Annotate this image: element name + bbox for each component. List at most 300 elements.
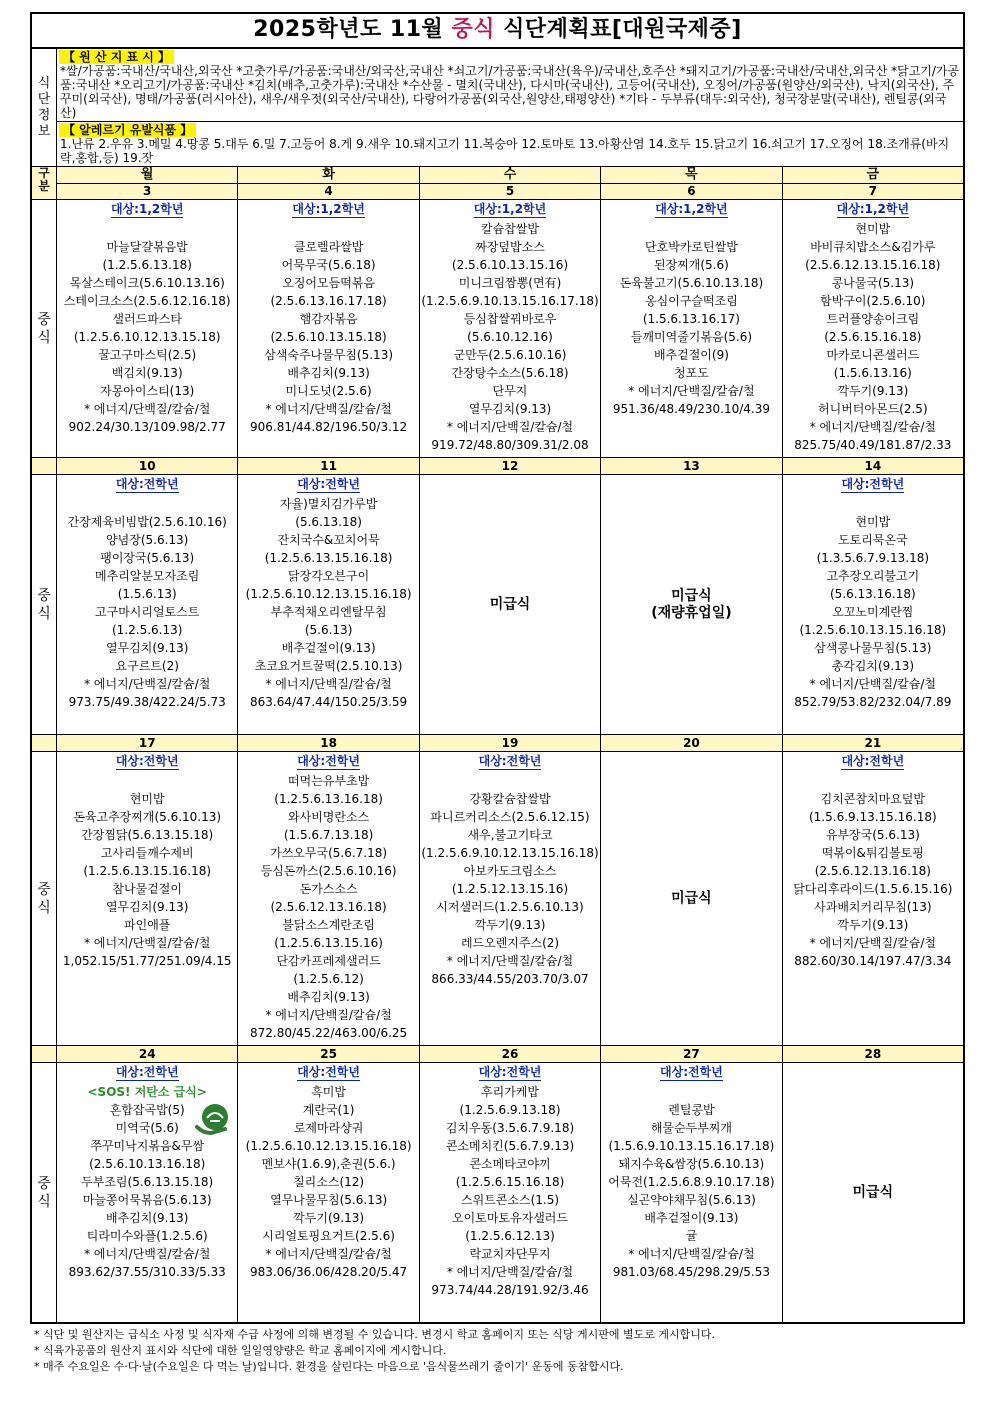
origin-text: *쌀/가공품:국내산/국내산,외국산 *고춧가루/가공품:국내산/외국산,국내산 *쇠고기/가공품:국내산(육우)/국내산,호주산 *돼지고기/가공품:국내산/국내산,외국산 *닭고기/가공품:국내산 *오리고기/가공품:국내산 *김치(배추,고춧가루):국내산 *수산물 - 멸치(국내산), 다시마(국내산), 고등어(국내산), 오징어/가공품(원양산/외국산), 낙지(외국산), 주꾸미(외국산), 명태/가공품(러시아산), 새우/새우젓(외국산/국내산), 다랑어가공품(외국산,원양산,태평양산) *기타 - 두부류(대두:외국산), 청국장분말(국내산), 렌틸콩(외국산) [60, 64, 960, 120]
menu-cell [420, 200, 601, 457]
menu-item: 906.81/44.82/196.50/3.12 [250, 420, 408, 434]
week-block [32, 200, 963, 458]
menu-item: (1.2.5.6.10.13.15.16.18) [799, 623, 947, 637]
day-header [601, 167, 782, 199]
menu-item: 배추김치(9.13) [287, 990, 370, 1004]
menu-item: 콘소메치킨(5.6.7.9.13) [445, 1139, 575, 1153]
menu-items [420, 770, 600, 988]
title-meal: 중식 [451, 17, 495, 42]
menu-item: (1.2.5.6.10.12.13.15.16.18) [245, 1139, 412, 1153]
menu-item: 삼색콩나물무침(5.13) [814, 641, 932, 655]
menu-item: 샐러드파스타 [112, 312, 182, 326]
target-grade: 대상:1,2학년 [655, 202, 728, 216]
menu-item: 고구마시리얼토스트 [95, 605, 200, 619]
week-block [32, 1046, 963, 1322]
day-date: 6 [687, 184, 696, 198]
menu-item: 실곤약야채무침(5.6.13) [627, 1193, 756, 1207]
date-row-spacer [32, 458, 57, 474]
menu-item: (1.2.5.6.9.10.12.13.15.16.18) [421, 846, 599, 860]
menu-items [57, 218, 237, 436]
footnote: * 식육가공품의 원산지 표시와 식단에 대한 일일영양량은 학교 홈페이지에 게시합니다. [34, 1344, 447, 1357]
info-label: 식 단 정 보 [32, 49, 57, 166]
menu-item: (2.5.6.12.13.16.18) [814, 864, 931, 878]
menu-item: (1.2.5.6.13) [111, 623, 183, 637]
menu-item: 칼슘찹쌀밥 [481, 222, 539, 236]
menu-item: 트러플양송이크림 [826, 312, 920, 326]
menu-item: (1.2.5.6.13.15.16) [274, 936, 383, 950]
day-name: 월 [57, 167, 237, 184]
menu-item: 등심돈까스(2.5.6.10.16) [260, 864, 397, 878]
date-row [32, 735, 963, 752]
menu-cell [238, 1063, 419, 1322]
menu-row [32, 200, 963, 457]
menu-item: 흑미밥 [311, 1085, 346, 1099]
menu-item: 간장찜닭(5.6.13.15.18) [81, 828, 214, 842]
menu-items [783, 493, 963, 711]
menu-item: 햄감자볶음 [299, 312, 358, 326]
menu-item: 로제마라샹궈 [293, 1121, 364, 1135]
menu-item: (1.5.6.13) [117, 587, 177, 601]
menu-item: 902.24/30.13/109.98/2.77 [68, 420, 226, 434]
menu-item: 고사리들깨수제비 [100, 846, 194, 860]
menu-item: 허니버터아몬드(2.5) [818, 402, 928, 416]
menu-item: 미니도넛(2.5.6) [285, 384, 372, 398]
menu-cell [601, 200, 782, 457]
meal-label: 중 식 [32, 1063, 57, 1322]
menu-item: 배추겉절이(9.13) [281, 641, 376, 655]
menu-item: 단무지 [492, 384, 528, 398]
menu-item: 김치우동(3.5.6.7.9.18) [445, 1121, 575, 1135]
menu-item: (1.2.5.6.12.13) [465, 1229, 555, 1243]
weeks [32, 200, 963, 1322]
menu-item: 미역국(5.6) [115, 1121, 179, 1135]
menu-item: 깍두기(9.13) [837, 918, 909, 932]
menu-item: 메추리알분모자조림 [95, 569, 200, 583]
menu-item [783, 495, 963, 513]
menu-item: 마늘쫑어묵볶음(5.6.13) [82, 1193, 212, 1207]
target-grade: 대상:1,2학년 [473, 202, 547, 216]
menu-item [238, 220, 418, 238]
menu-item: 파니르커리소스(2.5.6.12.15) [430, 810, 590, 824]
target-grade: 대상:전학년 [115, 1065, 179, 1079]
menu-item: (1.2.5.6.13.18) [102, 258, 192, 272]
menu-item: * 에너지/단백질/칼슘/철 [84, 936, 211, 950]
menu-items [238, 770, 418, 1042]
menu-item: 단호박카로틴쌀밥 [645, 240, 738, 254]
menu-item [601, 1083, 781, 1101]
menu-item: 렌틸콩밥 [668, 1103, 715, 1117]
meal-label: 중 식 [32, 752, 57, 1045]
target-grade: 대상:전학년 [841, 754, 905, 768]
menu-item: 배추김치(9.13) [287, 366, 370, 380]
menu-item: 시저샐러드(1.2.5.6.10.13) [436, 900, 584, 914]
menu-item: 새우,불고기타코 [467, 828, 553, 842]
menu-item: 깍두기(9.13) [837, 384, 909, 398]
menu-cell [783, 1063, 963, 1322]
menu-item: 된장찌개(5.6) [654, 258, 729, 272]
menu-item [783, 772, 963, 790]
menu-item: 함박구이(2.5.6.10) [820, 294, 926, 308]
menu-cell [420, 475, 601, 734]
menu-item: 옹심이구슬떡조림 [645, 294, 738, 308]
menu-items [783, 218, 963, 454]
no-service-label: 미급식 [489, 596, 531, 612]
menu-item: (1.2.5.6.9.13.18) [459, 1103, 561, 1117]
day-date: 4 [324, 184, 333, 198]
menu-item: * 에너지/단백질/칼슘/철 [84, 1247, 211, 1261]
menu-cell [783, 475, 963, 734]
menu-item: (2.5.6.10.13.15.16) [451, 258, 569, 272]
menu-item: 락교치자단무지 [469, 1247, 551, 1261]
menu-cell [57, 200, 238, 457]
menu-item: 어묵전(1.2.5.6.8.9.10.17.18) [608, 1175, 775, 1189]
menu-item: 불닭소스계란조림 [282, 918, 375, 932]
day-date: 7 [868, 184, 877, 198]
menu-item: (2.5.6.12.13.16.18) [270, 900, 387, 914]
menu-item: (1.2.5.6.15.16.18) [455, 1175, 565, 1189]
allergy-block [57, 122, 963, 166]
menu-item: (1.2.5.6.10.12.13.15.18) [73, 330, 221, 344]
menu-item: 열무김치(9.13) [468, 402, 552, 416]
menu-item: * 에너지/단백질/칼슘/철 [265, 402, 392, 416]
menu-item: 떠먹는유부초밥 [288, 774, 370, 788]
date-cell: 12 [420, 458, 601, 474]
menu-item: 참나물겉절이 [112, 882, 182, 896]
menu-item: 오꼬노미계란찜 [832, 605, 914, 619]
day-name: 목 [601, 167, 781, 184]
menu-item [601, 220, 781, 238]
date-cell: 27 [601, 1046, 782, 1062]
menu-item: 파인애플 [124, 918, 171, 932]
header-label: 구 분 [32, 167, 57, 199]
menu-item: * 에너지/단백질/칼슘/철 [265, 677, 392, 691]
menu-item: 951.36/48.49/230.10/4.39 [612, 402, 771, 416]
day-name: 수 [420, 167, 600, 184]
menu-item: 후리가케밥 [481, 1085, 539, 1099]
menu-row [32, 1063, 963, 1322]
menu-item: (1.5.6.9.10.13.15.16.17.18) [608, 1139, 775, 1153]
no-service-label: 미급식 (재량휴업일) [651, 587, 732, 621]
sos-label: <SOS! 저탄소 급식> [87, 1085, 207, 1099]
menu-item: 티라미수와플(1.2.5.6) [86, 1229, 208, 1243]
menu-item: 돼지수육&쌈장(5.6.10.13) [618, 1157, 765, 1171]
no-service-label: 미급식 [852, 1184, 894, 1200]
menu-item: 와사비명란소스 [288, 810, 370, 824]
menu-item: 짜장덮밥소스 [475, 240, 545, 254]
target-grade: 대상:전학년 [115, 477, 179, 491]
menu-item: 닭장각오븐구이 [288, 569, 370, 583]
menu-item: 배추김치(9.13) [105, 1211, 189, 1225]
date-cell: 24 [57, 1046, 238, 1062]
menu-cell [783, 200, 963, 457]
menu-item: (1.5.6.13.16) [833, 366, 912, 380]
date-cell: 21 [864, 736, 882, 750]
date-row-spacer [32, 735, 57, 751]
menu-items [601, 1081, 781, 1281]
date-cell: 19 [420, 735, 601, 751]
menu-cell [601, 752, 782, 1045]
menu-items [238, 493, 418, 711]
menu-item: 유부장국(5.6.13) [825, 828, 920, 842]
menu-cell [420, 1063, 601, 1322]
menu-item: * 에너지/단백질/칼슘/철 [265, 1247, 392, 1261]
menu-item: 현미밥 [129, 792, 165, 806]
menu-item: 973.75/49.38/422.24/5.73 [68, 695, 226, 709]
origin-block [57, 49, 963, 122]
menu-item: (1.5.6.9.13.15.16.18) [808, 810, 937, 824]
menu-item: 멘보샤(1.6.9),춘권(5.6.) [261, 1157, 396, 1171]
menu-item: 오징어모듬떡볶음 [282, 276, 375, 290]
footnote: * 매주 수요일은 수·다·날(수요일은 다 먹는 날)입니다. 환경을 살린다는 마음으로 '음식물쓰레기 줄이기' 운동에 동참합시다. [34, 1360, 624, 1373]
menu-item: 893.62/37.55/310.33/5.33 [68, 1265, 226, 1279]
target-grade: 대상:1,2학년 [110, 202, 184, 216]
menu-item: 군만두(2.5.6.10.16) [453, 348, 567, 362]
date-row [32, 1046, 963, 1063]
menu-item: (5.6.13.18) [295, 515, 362, 529]
menu-item: 깍두기(9.13) [293, 1211, 365, 1225]
menu-item: 청포도 [674, 366, 709, 380]
no-service-label: 미급식 [671, 890, 712, 906]
day-name: 화 [238, 167, 418, 184]
day-header [783, 167, 963, 199]
target-grade: 대상:전학년 [478, 754, 542, 768]
menu-table [30, 12, 965, 1324]
menu-item: 863.64/47.44/150.25/3.59 [250, 695, 408, 709]
menu-cell [783, 752, 963, 1045]
menu-item: 도토리묵온국 [838, 533, 908, 547]
menu-item: 간장탕수소스(5.6.18) [451, 366, 569, 380]
menu-cell [420, 752, 601, 1045]
menu-item: * 에너지/단백질/칼슘/철 [446, 420, 574, 434]
menu-item: (1.2.5.6.9.10.13.15.16.17.18) [421, 294, 599, 308]
menu-item: 882.60/30.14/197.47/3.34 [794, 954, 952, 968]
menu-item: (2.5.6.15.16.18) [824, 330, 922, 344]
menu-item: 돈가스소스 [299, 882, 358, 896]
menu-item: 열무김치(9.13) [105, 900, 189, 914]
menu-item: 마카로니콘샐러드 [826, 348, 920, 362]
menu-cell [238, 475, 419, 734]
menu-item: 866.33/44.55/203.70/3.07 [431, 972, 589, 986]
menu-item: 스테이크소스(2.5.6.12.16.18) [63, 294, 231, 308]
menu-item: * 에너지/단백질/칼슘/철 [809, 420, 936, 434]
menu-cell [238, 752, 419, 1045]
menu-item: 팽이장국(5.6.13) [100, 551, 195, 565]
menu-item: * 에너지/단백질/칼슘/철 [265, 1008, 392, 1022]
info-content [57, 49, 963, 166]
day-date: 3 [143, 184, 152, 198]
allergy-text: 1.난류 2.우유 3.메밀 4.땅콩 5.대두 6.밀 7.고등어 8.게 9.새우 10.돼지고기 11.복숭아 12.토마토 13.아황산염 14.호두 15.닭고기 16.쇠고기 17.오징어 18.조개류(바지락,홍합,등) 19.잣 [60, 137, 950, 165]
menu-item: 들깨미역줄기볶음(5.6) [630, 330, 753, 344]
menu-item: 콩나물국(5.13) [831, 276, 915, 290]
menu-item: 떡볶이&튀김볼토핑 [821, 846, 924, 860]
menu-items [57, 770, 237, 970]
menu-item: 973.74/44.28/191.92/3.46 [431, 1283, 589, 1297]
menu-item: (1.2.5.6.12) [293, 972, 364, 986]
menu-items [420, 218, 600, 454]
day-date: 5 [505, 184, 515, 198]
menu-item: 919.72/48.80/309.31/2.08 [431, 438, 589, 452]
target-grade: 대상:전학년 [297, 477, 360, 491]
menu-item: 어묵무국(5.6.18) [281, 258, 376, 272]
target-grade: 대상:전학년 [478, 1065, 542, 1079]
menu-item: (5.6.10.12.16) [467, 330, 553, 344]
meal-label: 중 식 [32, 475, 57, 734]
meal-label: 중 식 [32, 200, 57, 457]
menu-item: 간장제육비빔밥(2.5.6.10.16) [67, 515, 227, 529]
menu-item: (1.3.5.6.7.9.13.18) [816, 551, 930, 565]
menu-item: 요구르트(2) [115, 659, 179, 673]
menu-item: 등심찹쌀꿔바로우 [463, 312, 557, 326]
week-block [32, 458, 963, 735]
footnote: * 식단 및 원산지는 급식소 사정 및 식자재 수급 사정에 의해 변경될 수 있습니다. 변경시 학교 홈페이지 또는 식당 게시판에 별도로 게시합니다. [34, 1328, 715, 1341]
day-headers [57, 167, 963, 199]
menu-items [601, 218, 781, 418]
menu-item: (2.5.6.10.13.16.18) [89, 1157, 206, 1171]
day-header [420, 167, 601, 199]
menu-item: 백김치(9.13) [111, 366, 183, 380]
date-cell: 17 [57, 735, 238, 751]
menu-item: 현미밥 [855, 515, 891, 529]
menu-item: 깍두기(9.13) [474, 918, 546, 932]
date-row-spacer [32, 1046, 57, 1062]
menu-cell [238, 200, 419, 457]
target-grade: 대상:1,2학년 [836, 202, 910, 216]
menu-item: (1.5.6.7.13.18) [283, 828, 374, 842]
page-title [32, 14, 963, 49]
date-row [32, 458, 963, 475]
menu-item: 레드오렌지주스(2) [460, 936, 560, 950]
menu-item: * 에너지/단백질/칼슘/철 [84, 402, 211, 416]
menu-items [420, 1081, 600, 1299]
menu-item: 혼합잡곡밥(5) [109, 1103, 185, 1117]
menu-item: 쭈꾸미낙지볶음&무쌈 [90, 1139, 205, 1153]
menu-item [57, 495, 237, 513]
menu-item: (1.2.5.6.13.16.18) [274, 792, 383, 806]
menu-item: 미니크림짬뽕(면有) [458, 276, 562, 290]
menu-items [57, 493, 237, 711]
menu-item: 아보카도크림소스 [463, 864, 557, 878]
menu-item: 825.75/40.49/181.87/2.33 [794, 438, 952, 452]
title-suffix: 식단계획표[대원국제중] [494, 17, 742, 42]
menu-cell [57, 475, 238, 734]
date-cell: 26 [420, 1046, 601, 1062]
menu-item: 마늘달걀볶음밥 [106, 240, 188, 254]
footnotes [34, 1327, 715, 1375]
menu-item: 열무나물무침(5.6.13) [270, 1193, 388, 1207]
menu-item: (1.2.5.6.10.12.13.15.16.18) [245, 587, 412, 601]
day-header [57, 167, 238, 199]
menu-item: (2.5.6.10.13.15.18) [270, 330, 387, 344]
menu-item: 현미밥 [855, 222, 891, 236]
menu-item: 오이토마토유자샐러드 [452, 1211, 568, 1225]
date-cell: 18 [238, 735, 419, 751]
menu-item: * 에너지/단백질/칼슘/철 [446, 954, 574, 968]
menu-item: 양념장(5.6.13) [106, 533, 189, 547]
menu-item: 가쓰오무국(5.6.7.18) [270, 846, 388, 860]
menu-item: 배추겉절이(9) [653, 348, 729, 362]
menu-item: 시리얼토핑요거트(2.5.6) [262, 1229, 395, 1243]
date-cell: 28 [864, 1047, 882, 1061]
day-header-row [32, 167, 963, 200]
info-section [32, 49, 963, 167]
menu-item: 삼색숙주나물무침(5.13) [264, 348, 394, 362]
menu-item: 꿀고구마스틱(2.5) [98, 348, 197, 362]
date-cell: 25 [238, 1046, 419, 1062]
menu-items [238, 1081, 418, 1281]
menu-cell [57, 752, 238, 1045]
menu-item: * 에너지/단백질/칼슘/철 [628, 384, 755, 398]
menu-item: 총각김치(9.13) [831, 659, 915, 673]
menu-cell [57, 1063, 238, 1322]
target-grade: 대상:전학년 [841, 477, 905, 491]
menu-item: (5.6.13.16.18) [829, 587, 916, 601]
menu-item: 칠리소스(12) [293, 1175, 365, 1189]
menu-item: 목살스테이크(5.6.10.13.16) [69, 276, 225, 290]
menu-item: * 에너지/단백질/칼슘/철 [446, 1265, 574, 1279]
menu-item: 계란국(1) [302, 1103, 355, 1117]
menu-item: 스위트콘소스(1.5) [461, 1193, 560, 1207]
menu-cell [601, 475, 782, 734]
menu-item: 열무김치(9.13) [105, 641, 189, 655]
menu-item: 자율)멸치김가루밥 [279, 497, 378, 511]
menu-item: 자몽아이스티(13) [100, 384, 195, 398]
menu-item: 배추겉절이(9.13) [644, 1211, 739, 1225]
menu-item [420, 772, 600, 790]
menu-item [57, 220, 237, 238]
menu-item: 잔치국수&꼬치어묵 [277, 533, 380, 547]
menu-item: (1.5.6.13.16.17) [642, 312, 740, 326]
date-cell: 10 [57, 458, 238, 474]
menu-item: 닭다리후라이드(1.5.6.15.16) [793, 882, 953, 896]
menu-item: 김치콘참치마요덮밥 [820, 792, 925, 806]
date-cell: 14 [864, 459, 882, 473]
day-header [238, 167, 419, 199]
menu-row [32, 475, 963, 734]
date-cell: 11 [238, 458, 419, 474]
target-grade: 대상:전학년 [660, 1065, 723, 1079]
menu-item: 콘소메타코야끼 [469, 1157, 551, 1171]
week-block [32, 735, 963, 1046]
menu-item [57, 772, 237, 790]
menu-item: 해물순두부찌개 [650, 1121, 732, 1135]
target-grade: 대상:전학년 [115, 754, 179, 768]
target-grade: 대상:전학년 [297, 1065, 360, 1079]
menu-item: * 에너지/단백질/칼슘/철 [809, 677, 936, 691]
menu-item: 1,052.15/51.77/251.09/4.15 [62, 954, 232, 968]
menu-item: 초코요거트꿀떡(2.5.10.13) [254, 659, 403, 673]
target-grade: 대상:1,2학년 [292, 202, 365, 216]
menu-row [32, 752, 963, 1045]
menu-item: (1.2.5.6.13.15.16.18) [264, 551, 393, 565]
target-grade: 대상:전학년 [297, 754, 360, 768]
menu-items [783, 770, 963, 970]
menu-item: 돈육불고기(5.6.10.13.18) [619, 276, 764, 290]
menu-item: * 에너지/단백질/칼슘/철 [809, 936, 936, 950]
menu-item: * 에너지/단백질/칼슘/철 [84, 677, 211, 691]
day-name: 금 [783, 167, 963, 184]
menu-item: * 에너지/단백질/칼슘/철 [628, 1247, 755, 1261]
menu-item: 단감카프레제샐러드 [276, 954, 381, 968]
menu-item: (5.6.13) [304, 623, 353, 637]
menu-item: 852.79/53.82/232.04/7.89 [794, 695, 952, 709]
menu-item: 강황칼슘찹쌀밥 [469, 792, 551, 806]
menu-item: 983.06/36.06/428.20/5.47 [250, 1265, 408, 1279]
menu-item: 고추장오리불고기 [826, 569, 920, 583]
menu-item: 귤 [685, 1229, 698, 1243]
menu-items [238, 218, 418, 436]
menu-item: 872.80/45.22/463.00/6.25 [250, 1026, 408, 1040]
date-cell: 20 [601, 735, 782, 751]
